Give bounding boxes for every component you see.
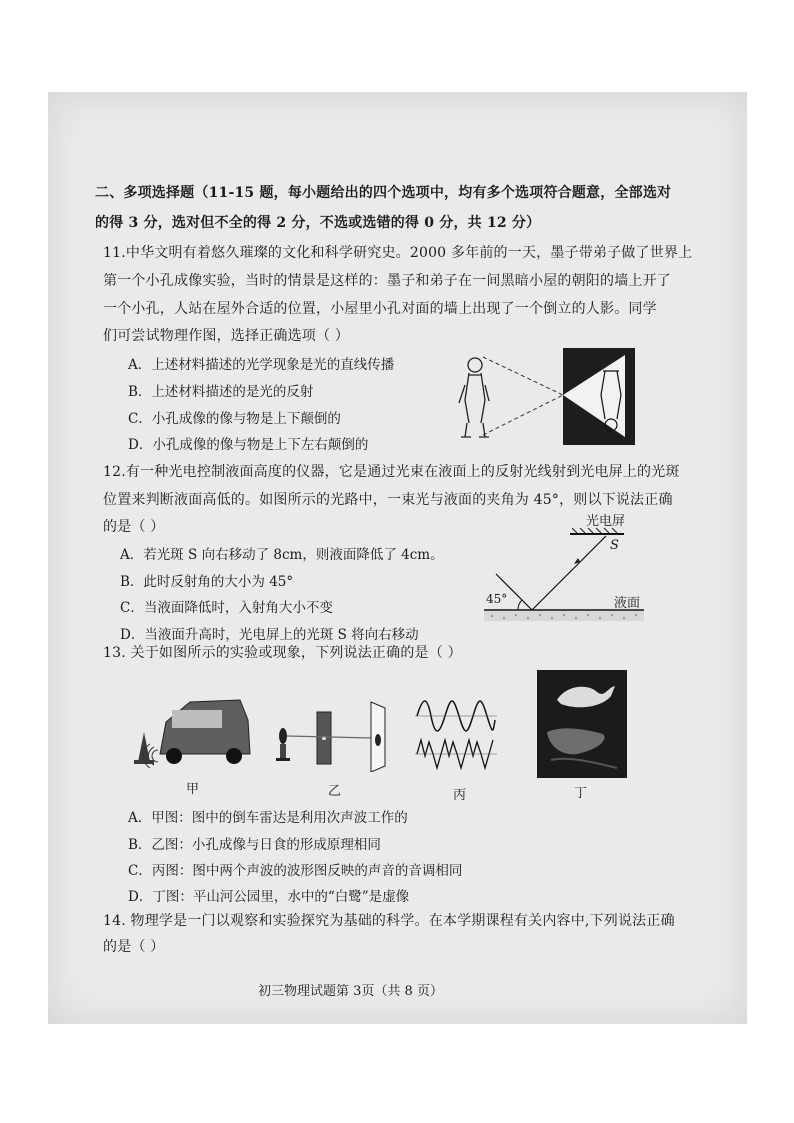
q13-option-a[interactable]: A．甲图：图中的倒车雷达是利用次声波工作的 (128, 810, 408, 826)
q13-option-b[interactable]: B．乙图：小孔成像与日食的形成原理相同 (128, 837, 381, 853)
section-title-line-1: 二、多项选择题（11-15 题，每小题给出的四个选项中，均有多个选项符合题意，全部选对 (95, 185, 672, 201)
reflected-ray (532, 536, 606, 610)
q11-line-4: 们可尝试物理作图，选择正确选项（ ） (103, 328, 350, 344)
q11-line-3: 一个小孔，人站在屋外合适的位置，小屋里小孔对面的墙上出现了一个倒立的人影。同学 (103, 301, 657, 317)
liquid-label: 液面 (614, 596, 641, 611)
caption-bing: 丙 (453, 788, 467, 803)
q12-option-b[interactable]: B．此时反射角的大小为 45° (120, 574, 294, 590)
q12-line-2: 位置来判断液面高低的。如图所示的光路中，一束光与液面的夹角为 45°，则以下说法正确 (103, 492, 673, 508)
exam-page (48, 92, 747, 1024)
figure-jia-car-radar (130, 692, 260, 772)
light-spot-label: S (610, 538, 619, 553)
q12-line-1: 12.有一种光电控制液面高度的仪器，它是通过光束在液面上的反射光线射到光电屏上的光斑 (103, 464, 680, 480)
q12-option-d[interactable]: D．当液面升高时，光电屏上的光斑 S 将向右移动 (120, 627, 419, 643)
car-wheel-front (226, 748, 242, 764)
light-rays (483, 357, 563, 435)
q13-stem: 13. 关于如图所示的实验或现象，下列说法正确的是（ ） (103, 645, 462, 661)
liquid-level-figure (478, 512, 648, 632)
q13-option-d[interactable]: D．丁图：平山河公园里，水中的“白鹭”是虚像 (128, 889, 410, 905)
q11-line-2: 第一个小孔成像实验，当时的情景是这样的：墨子和弟子在一间黑暗小屋的朝阳的墙上开了 (103, 273, 671, 289)
candle (276, 728, 290, 761)
q12-line-3: 的是（ ） (103, 519, 165, 535)
angle-label: 45° (486, 592, 508, 606)
angle-arc (518, 600, 522, 610)
inverted-flame (375, 734, 381, 746)
q12-option-c[interactable]: C．当液面降低时，入射角大小不变 (120, 600, 333, 616)
q12-option-a[interactable]: A．若光斑 S 向右移动了 8cm，则液面降低了 4cm。 (120, 547, 444, 563)
q11-option-a[interactable]: A．上述材料描述的光学现象是光的直线传播 (128, 357, 395, 373)
section-title-line-2: 的得 3 分，选对但不全的得 2 分，不选或选错的得 0 分，共 12 分） (95, 215, 541, 231)
caption-ding: 丁 (574, 786, 588, 801)
page-footer: 初三物理试题第 3页（共 8 页） (258, 984, 443, 999)
figure-ding-egret-photo (537, 670, 627, 778)
car-window (172, 710, 222, 728)
q11-option-d[interactable]: D．小孔成像的像与物是上下左右颠倒的 (128, 437, 369, 453)
person-drawing (459, 358, 489, 437)
q14-line-1: 14. 物理学是一门以观察和实验探究为基础的科学。在本学期课程有关内容中,下列说法正确 (103, 913, 675, 929)
q11-option-c[interactable]: C．小孔成像的像与物是上下颠倒的 (128, 411, 341, 427)
figure-bing-waveforms (415, 696, 497, 778)
car-wheel-rear (166, 748, 182, 764)
figure-yi-pinhole (273, 692, 403, 772)
caption-yi: 乙 (328, 784, 342, 799)
q11-option-b[interactable]: B．上述材料描述的是光的反射 (128, 384, 314, 400)
pinhole-camera-figure (453, 345, 638, 450)
liquid-body (484, 611, 644, 621)
caption-jia: 甲 (186, 782, 200, 797)
q14-line-2: 的是（ ） (103, 939, 165, 955)
q11-line-1: 11.中华文明有着悠久璀璨的文化和科学研究史。2000 多年前的一天，墨子带弟子做了世界上 (103, 245, 693, 261)
q13-option-c[interactable]: C．丙图：图中两个声波的波形图反映的声音的音调相同 (128, 863, 463, 879)
photo-screen-label: 光电屏 (586, 514, 626, 529)
photo-background (537, 670, 627, 778)
